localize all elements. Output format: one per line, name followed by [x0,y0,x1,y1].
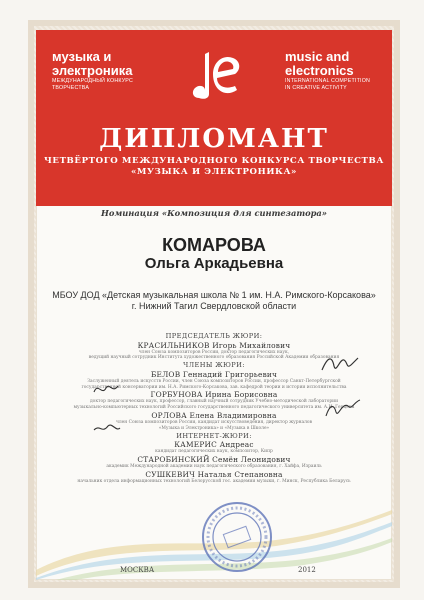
person-surname: ГОРБУНОВА [150,390,203,400]
winner-given-names: Ольга Аркадьевна [144,255,284,272]
person-description: член Союза композиторов России, кандидат искусствоведения, директор журналов [115,419,313,425]
person-description: кандидат педагогических наук, композитор, Кипр [155,449,273,455]
person-given-names: Игорь Михайлович [212,340,291,350]
person-given-names: Андреас [219,440,254,450]
person-description: начальник отдела информационных технологий Белорусской гос. академии музыки, г. Минск, Республика Беларусь [77,478,351,484]
person-surname: СТАРОБИНСКИЙ [137,454,210,464]
signature-chair [320,352,360,376]
person-given-names: Семён Леонидович [212,454,291,464]
round-seal-stamp-icon [200,500,274,574]
person-surname: БЕЛОВ [150,369,181,379]
logo-text-russian [52,50,133,92]
signature-member1 [92,380,122,398]
person-description: «Музыка и Электроника» и «Музыка в Школе» [158,425,270,431]
organization-location: г. Нижний Тагил Свердловской области [131,301,297,311]
person-given-names: Геннадий Григорьевич [182,369,278,379]
logo-ru-line3: МЕЖДУНАРОДНЫЙ КОНКУРС [52,78,133,84]
person-given-names: Наталья Степановна [197,469,283,479]
winner-name [36,235,392,273]
signature-member3 [324,398,362,420]
nomination: Номинация «Композиция для синтезатора» [100,208,327,218]
jury-chair [40,341,388,350]
logo-text-english [285,50,370,92]
logo-ru-line1: музыка и [52,49,112,64]
jury-members-heading: ЧЛЕНЫ ЖЮРИ: [183,361,245,370]
person-description: член Союза композиторов России, доктор педагогических наук, [138,349,290,355]
year: 2012 [298,566,316,574]
logo-en-line3: INTERNATIONAL COMPETITION [285,78,371,84]
person-surname: ОРЛОВА [151,410,187,420]
person-surname: КРАСИЛЬНИКОВ [137,340,210,350]
city: МОСКВА [120,566,155,574]
person-description: музыкально-компьютерных технологий Российского государственного педагогического университета им. А.И. Герцена [73,405,355,411]
me-music-note-logo-icon [185,40,245,112]
diploma-title: ДИПЛОМАНТ [99,124,329,154]
subtitle-line1: ЧЕТВЁРТОГО МЕЖДУНАРОДНОГО КОНКУРСА ТВОРЧЕСТВА [43,156,385,166]
jury-chair-heading: ПРЕДСЕДАТЕЛЬ ЖЮРИ: [165,332,263,340]
internet-jury-member [40,440,388,449]
internet-jury-member [40,455,388,464]
person-description: Заслуженный деятель искусств России, член Союза композиторов России, профессор Санкт-Петербургской [87,378,341,384]
person-description: государственной консерватории им. Н.А. Римского-Корсакова, зав. кафедрой теории и истории исполнительства [81,384,347,390]
logo-en-line2: electronics [285,63,354,78]
winner-surname: КОМАРОВА [162,235,266,255]
person-given-names: Елена Владимировна [189,410,277,420]
logo-en-line4: IN CREATIVE ACTIVITY [285,85,347,91]
person-surname: КАМЕРИС [174,440,218,450]
internet-jury-heading: ИНТЕРНЕТ-ЖЮРИ: [176,431,252,440]
organization [40,290,388,312]
signature-member2 [92,420,122,438]
diploma-subtitle [40,156,388,178]
subtitle-line2: «МУЗЫКА И ЭЛЕКТРОНИКА» [130,167,298,177]
person-description: академик Международной академии наук педагогического образования, г. Хайфа, Израиль [106,463,322,469]
person-description: ведущий научный сотрудник Института художественного образования Российской Академии образования [88,355,340,361]
organization-name: МБОУ ДОД «Детская музыкальная школа № 1 им. Н.А. Римского-Корсакова» [52,290,376,300]
logo-ru-line4: ТВОРЧЕСТВА [52,85,90,91]
person-given-names: Ирина Борисовна [205,390,278,400]
person-description: доктор педагогических наук, профессор, главный научный сотрудник Учебно-методической лаборатории [89,399,339,405]
logo-ru-line2: электроника [52,63,133,78]
internet-jury-member [40,470,388,479]
person-surname: СУШКЕВИЧ [145,469,196,479]
logo-en-line1: music and [285,49,350,64]
